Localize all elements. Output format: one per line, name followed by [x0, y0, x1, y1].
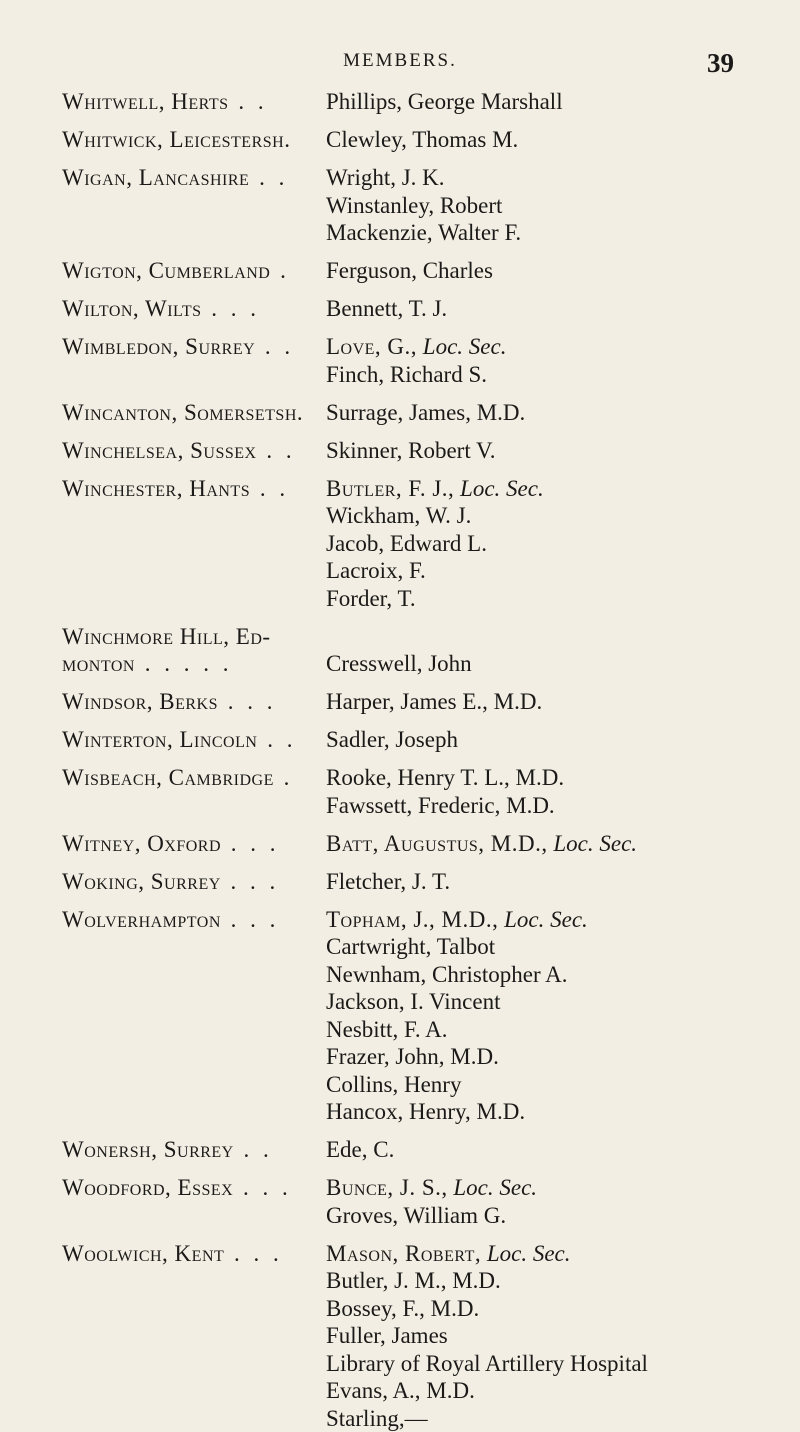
running-title: MEMBERS. — [0, 50, 800, 72]
place-label: Wimbledon, Surrey — [62, 334, 255, 359]
leader-dots: . — [274, 765, 294, 790]
member-name-text: Hancox, Henry, M.D. — [326, 1099, 525, 1124]
member-name-text: Evans, A., M.D. — [326, 1378, 475, 1403]
member-name-text: Surrage, James, M.D. — [326, 400, 525, 425]
place-name — [62, 906, 320, 933]
leader-dots: . — [270, 258, 290, 283]
place-name — [62, 726, 320, 753]
member-name-text: Butler, F. J., — [326, 476, 454, 501]
member-name — [326, 988, 786, 1016]
member-name-text: Finch, Richard S. — [326, 362, 487, 387]
place-name — [62, 764, 320, 791]
member-name — [326, 1202, 786, 1230]
place-name — [62, 437, 320, 464]
member-names — [326, 126, 786, 154]
place-label: Woolwich, Kent — [62, 1241, 224, 1266]
leader-dots: . . — [257, 438, 296, 463]
member-name-text: Love, G., — [326, 334, 417, 359]
member-name — [326, 1295, 786, 1323]
member-name-text: Topham, J., M.D., — [326, 907, 498, 932]
leader-dots: . . — [250, 476, 289, 501]
member-name — [326, 1136, 786, 1164]
place-name — [62, 623, 320, 677]
member-name-text: Newnham, Christopher A. — [326, 962, 567, 987]
place-label: Winterton, Lincoln — [62, 727, 257, 752]
member-name-text: Butler, J. M., M.D. — [326, 1268, 501, 1293]
member-names — [326, 164, 786, 247]
member-names — [326, 726, 786, 754]
place-label: Windsor, Berks — [62, 689, 218, 714]
member-name — [326, 688, 786, 716]
member-names — [326, 868, 786, 896]
member-name — [326, 557, 786, 585]
leader-dots: . . . . . — [135, 651, 233, 676]
leader-dots: . . . — [224, 1241, 283, 1266]
member-name — [326, 333, 786, 361]
leader-dots: . . — [234, 1137, 273, 1162]
member-name — [326, 399, 786, 427]
member-names — [326, 688, 786, 716]
member-name — [326, 295, 786, 323]
member-role: Loc. Sec. — [553, 831, 637, 856]
place-name — [62, 399, 320, 426]
member-name — [326, 1174, 786, 1202]
member-name-text: Winstanley, Robert — [326, 193, 502, 218]
member-name — [326, 502, 786, 530]
member-name — [326, 1043, 786, 1071]
place-label: Wincanton, Somersetsh. — [62, 400, 303, 425]
member-name — [326, 1377, 786, 1405]
member-name — [326, 650, 786, 678]
place-label: Witney, Oxford — [62, 831, 221, 856]
member-name-text: Harper, James E., M.D. — [326, 689, 542, 714]
place-name — [62, 333, 320, 360]
place-label: Wisbeach, Cambridge — [62, 765, 274, 790]
member-name-text: Groves, William G. — [326, 1203, 506, 1228]
member-name-text: Mason, Robert, — [326, 1241, 481, 1266]
member-name-text: Wickham, W. J. — [326, 503, 471, 528]
member-name-text: Bennett, T. J. — [326, 296, 447, 321]
place-label: Whitwick, Leicestersh. — [62, 127, 290, 152]
leader-dots: . . . — [233, 1175, 292, 1200]
leader-dots: . . — [249, 165, 288, 190]
member-name — [326, 1098, 786, 1126]
member-role: Loc. Sec. — [423, 334, 507, 359]
member-name — [326, 906, 786, 934]
place-name — [62, 1174, 320, 1201]
leader-dots: . . — [255, 334, 294, 359]
member-name — [326, 585, 786, 613]
member-names — [326, 333, 786, 388]
place-label: Winchelsea, Sussex — [62, 438, 257, 463]
member-role: Loc. Sec. — [504, 907, 588, 932]
member-role: Loc. Sec. — [487, 1241, 571, 1266]
member-name-text: Library of Royal Artillery Hospital — [326, 1351, 648, 1376]
member-names — [326, 437, 786, 465]
member-names — [326, 295, 786, 323]
member-name — [326, 1322, 786, 1350]
member-name — [326, 361, 786, 389]
member-name — [326, 1016, 786, 1044]
place-label: Wonersh, Surrey — [62, 1137, 234, 1162]
place-label: Winchester, Hants — [62, 476, 250, 501]
member-name-text: Starling,— — [326, 1406, 428, 1431]
member-name — [326, 726, 786, 754]
page-number: 39 — [707, 48, 734, 79]
place-name — [62, 126, 320, 153]
member-names — [326, 650, 786, 678]
member-name-text: Batt, Augustus, M.D., — [326, 831, 548, 856]
leader-dots: . . . — [221, 907, 280, 932]
member-name — [326, 192, 786, 220]
member-name — [326, 1350, 786, 1378]
member-name-text: Ferguson, Charles — [326, 258, 493, 283]
member-name — [326, 961, 786, 989]
member-name — [326, 257, 786, 285]
member-names — [326, 830, 786, 858]
member-name-text: Collins, Henry — [326, 1072, 461, 1097]
member-names — [326, 475, 786, 613]
member-names — [326, 1174, 786, 1229]
member-name-text: Fawssett, Frederic, M.D. — [326, 793, 555, 818]
member-name-text: Jacob, Edward L. — [326, 531, 487, 556]
place-label: Woodford, Essex — [62, 1175, 233, 1200]
member-name-text: Sadler, Joseph — [326, 727, 458, 752]
place-name — [62, 257, 320, 284]
member-name — [326, 1071, 786, 1099]
member-name — [326, 219, 786, 247]
member-name — [326, 164, 786, 192]
member-name-text: Wright, J. K. — [326, 165, 445, 190]
place-name — [62, 164, 320, 191]
member-role: Loc. Sec. — [460, 476, 544, 501]
place-label: Wilton, Wilts — [62, 296, 202, 321]
place-name — [62, 1240, 320, 1267]
place-label: Winchmore Hill, Ed- — [62, 624, 271, 649]
member-name — [326, 475, 786, 503]
member-name — [326, 933, 786, 961]
member-name — [326, 1240, 786, 1268]
member-name — [326, 764, 786, 792]
member-names — [326, 906, 786, 1126]
member-name — [326, 1267, 786, 1295]
place-name — [62, 295, 320, 322]
member-name — [326, 437, 786, 465]
place-name — [62, 1136, 320, 1163]
member-names — [326, 764, 786, 819]
leader-dots: . . . — [221, 869, 280, 894]
member-names — [326, 1240, 786, 1432]
member-name — [326, 868, 786, 896]
member-name — [326, 530, 786, 558]
member-name — [326, 830, 786, 858]
member-name-text: Lacroix, F. — [326, 558, 426, 583]
place-label: Wigton, Cumberland — [62, 258, 270, 283]
leader-dots: . . . — [218, 689, 277, 714]
member-name-text: Skinner, Robert V. — [326, 438, 495, 463]
leader-dots: . . . — [221, 831, 280, 856]
leader-dots: . . — [257, 727, 296, 752]
member-name-text: Bossey, F., M.D. — [326, 1296, 479, 1321]
member-names — [326, 1136, 786, 1164]
member-name — [326, 1405, 786, 1432]
leader-dots: . . — [229, 89, 268, 114]
member-name-text: Bunce, J. S., — [326, 1175, 448, 1200]
place-label: Wigan, Lancashire — [62, 165, 249, 190]
member-name-text: Cartwright, Talbot — [326, 934, 495, 959]
place-name — [62, 475, 320, 502]
member-name-text: Phillips, George Marshall — [326, 89, 563, 114]
member-name-text: Frazer, John, M.D. — [326, 1044, 499, 1069]
running-head — [0, 48, 800, 78]
leader-dots: . . . — [202, 296, 261, 321]
member-name — [326, 126, 786, 154]
member-name-text: Forder, T. — [326, 586, 416, 611]
member-name-text: Fletcher, J. T. — [326, 869, 450, 894]
member-name — [326, 792, 786, 820]
member-role: Loc. Sec. — [453, 1175, 537, 1200]
member-name — [326, 88, 786, 116]
place-name — [62, 688, 320, 715]
place-label: Woking, Surrey — [62, 869, 221, 894]
member-name-text: Rooke, Henry T. L., M.D. — [326, 765, 564, 790]
member-name-text: Ede, C. — [326, 1137, 394, 1162]
member-name-text: Cresswell, John — [326, 651, 472, 676]
place-label-continued: monton — [62, 651, 135, 676]
member-name-text: Fuller, James — [326, 1323, 448, 1348]
member-name-text: Mackenzie, Walter F. — [326, 220, 521, 245]
member-name-text: Clewley, Thomas M. — [326, 127, 518, 152]
member-name-text: Jackson, I. Vincent — [326, 989, 501, 1014]
member-names — [326, 399, 786, 427]
place-name — [62, 88, 320, 115]
place-name — [62, 830, 320, 857]
member-name-text: Nesbitt, F. A. — [326, 1017, 447, 1042]
member-names — [326, 88, 786, 116]
place-label: Wolverhampton — [62, 907, 221, 932]
place-name — [62, 868, 320, 895]
place-label: Whitwell, Herts — [62, 89, 229, 114]
member-names — [326, 257, 786, 285]
